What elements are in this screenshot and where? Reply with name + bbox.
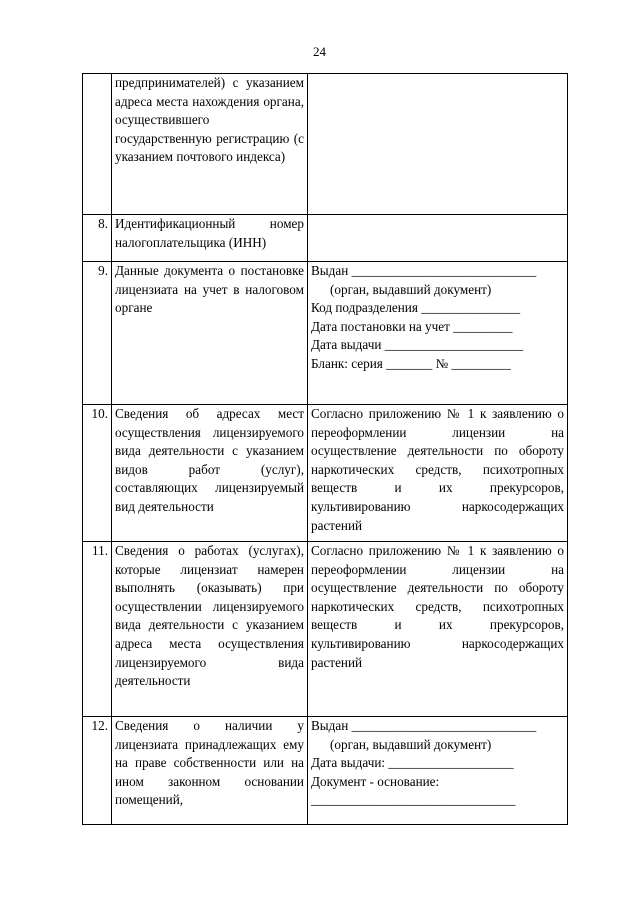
row-value-empty[interactable]: [308, 74, 568, 215]
row-value: Согласно приложению № 1 к заявлению о переоформлении лицензии на осуществление деятельности по обороту наркотических средств, психотропных веществ и их прекурсоров, культивированию наркосодержащих растений: [308, 542, 568, 717]
row-number: 10.: [83, 405, 112, 542]
issue-date-line[interactable]: Дата выдачи _____________________: [311, 337, 524, 353]
premises-value: [308, 717, 568, 825]
basis-document-label: Документ - основание:: [311, 773, 440, 789]
inn-value-empty[interactable]: [308, 215, 568, 262]
table-row: [83, 405, 568, 542]
row-number: 11.: [83, 542, 112, 717]
issued-by-line[interactable]: Выдан ____________________________: [311, 263, 537, 278]
table-row: [83, 542, 568, 717]
row-number: 12.: [83, 717, 112, 825]
form-series-line[interactable]: Бланк: серия _______ № _________: [311, 355, 511, 371]
issued-by-caption: (орган, выдавший документ): [330, 281, 492, 297]
registration-date-line[interactable]: Дата постановки на учет _________: [311, 318, 513, 334]
row-label: Идентификационный номер налогоплательщика (ИНН): [112, 215, 308, 262]
issue-date-line[interactable]: Дата выдачи: ___________________: [311, 755, 514, 771]
table-row: [83, 717, 568, 825]
table-row: [83, 74, 568, 215]
table-row: [83, 215, 568, 262]
row-label: Данные документа о постановке лицензиата на учет в налоговом органе: [112, 262, 308, 405]
row-number: 8.: [83, 215, 112, 262]
division-code-line[interactable]: Код подразделения _______________: [311, 300, 521, 316]
row-value: Согласно приложению № 1 к заявлению о переоформлении лицензии на осуществление деятельности по обороту наркотических средств, психотропных веществ и их прекурсоров, культивированию наркосодержащих растений: [308, 405, 568, 542]
basis-document-line[interactable]: _______________________________: [311, 792, 516, 808]
row-label: Сведения о наличии у лицензиата принадлежащих ему на праве собственности или на ином законном основании помещений,: [112, 717, 308, 825]
row-label: Сведения об адресах мест осуществления лицензируемого вида деятельности с указанием видов работ (услуг), составляющих лицензируемый вид деятельности: [112, 405, 308, 542]
license-form-table: [82, 73, 568, 825]
table-row: [83, 262, 568, 405]
row-number: 9.: [83, 262, 112, 405]
issued-by-line[interactable]: Выдан ____________________________: [311, 718, 537, 733]
row-number: [83, 74, 112, 215]
row-label: предпринимателей) с указанием адреса места нахождения органа, осуществившего государственную регистрацию (с указанием почтового индекса): [112, 74, 308, 215]
tax-registration-value: [308, 262, 568, 405]
row-label: Сведения о работах (услугах), которые лицензиат намерен выполнять (оказывать) при осуществлении лицензируемого вида деятельности с указанием адреса места осуществления лицензируемого вида деятельности: [112, 542, 308, 717]
page-number: 24: [313, 44, 326, 59]
issued-by-caption: (орган, выдавший документ): [330, 736, 492, 752]
